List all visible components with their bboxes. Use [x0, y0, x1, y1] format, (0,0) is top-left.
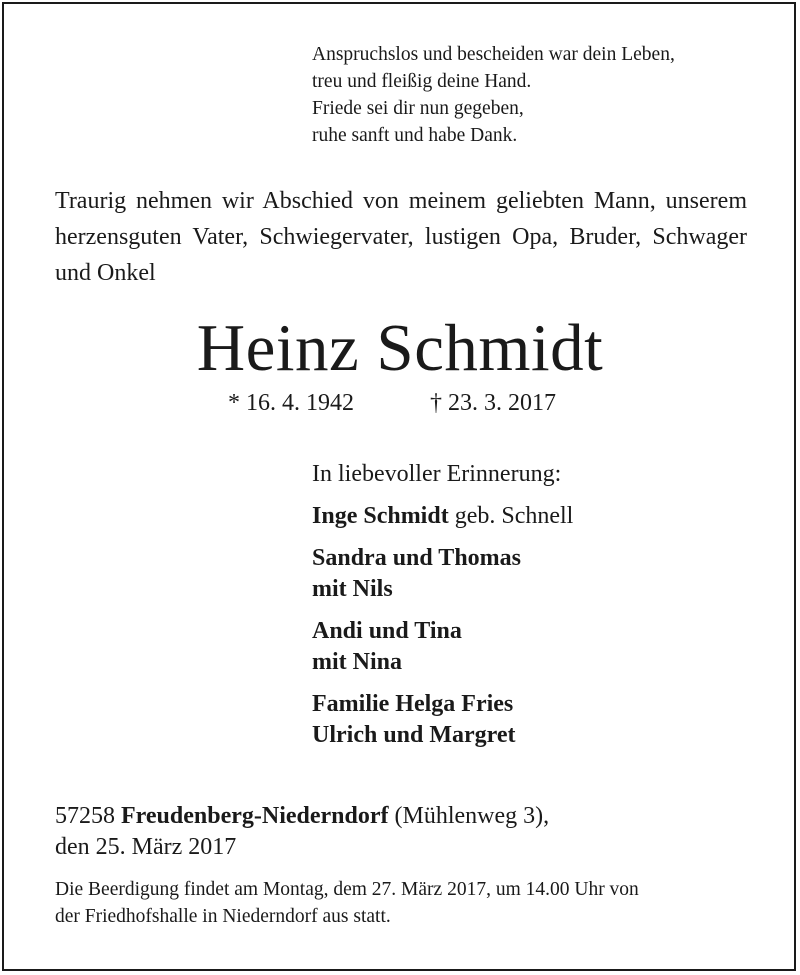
- funeral-line-2: der Friedhofshalle in Niederndorf aus statt.: [55, 906, 391, 927]
- poem-line-2: treu und fleißig deine Hand.: [312, 71, 532, 92]
- street: (Mühlenweg 3),: [388, 803, 550, 829]
- town-name: Freudenberg-Niederndorf: [121, 803, 389, 829]
- mourner-line: mit Nina: [312, 649, 402, 675]
- mourner-line: Sandra und Thomas: [312, 545, 521, 571]
- postcode: 57258: [55, 803, 121, 829]
- mourner-line: Andi und Tina: [312, 618, 462, 644]
- mourner-line: Familie Helga Fries: [312, 691, 514, 717]
- mourner-line: mit Nils: [312, 576, 393, 602]
- farewell-text: Traurig nehmen wir Abschied von meinem geliebten Mann, unserem herzensguten Vater, Schwiegervater, lustigen Opa, Bruder, Schwager und Onkel: [55, 188, 747, 286]
- deceased-name: Heinz Schmidt: [196, 311, 604, 385]
- notice-date: den 25. März 2017: [55, 834, 237, 860]
- mourner-group: [312, 689, 573, 751]
- birth-date: * 16. 4. 1942: [228, 390, 354, 416]
- mourner-group: [312, 616, 573, 678]
- memorial-poem: [312, 41, 675, 149]
- wife-maiden-name: geb. Schnell: [448, 503, 574, 529]
- mourners-heading: In liebevoller Erinnerung:: [312, 461, 562, 487]
- mourners-list: [312, 459, 573, 762]
- mourner-line: Ulrich und Margret: [312, 722, 516, 748]
- wife-name: Inge Schmidt: [312, 503, 449, 529]
- funeral-line-1: Die Beerdigung findet am Montag, dem 27. März 2017, um 14.00 Uhr von: [55, 879, 639, 900]
- mourner-wife: [312, 501, 573, 532]
- poem-line-1: Anspruchslos und bescheiden war dein Leben,: [312, 44, 675, 65]
- poem-line-4: ruhe sanft und habe Dank.: [312, 125, 518, 146]
- mourner-group: [312, 543, 573, 605]
- funeral-info: [55, 876, 639, 930]
- death-date: † 23. 3. 2017: [430, 390, 556, 416]
- address-block: [55, 801, 549, 863]
- poem-line-3: Friede sei dir nun gegeben,: [312, 98, 524, 119]
